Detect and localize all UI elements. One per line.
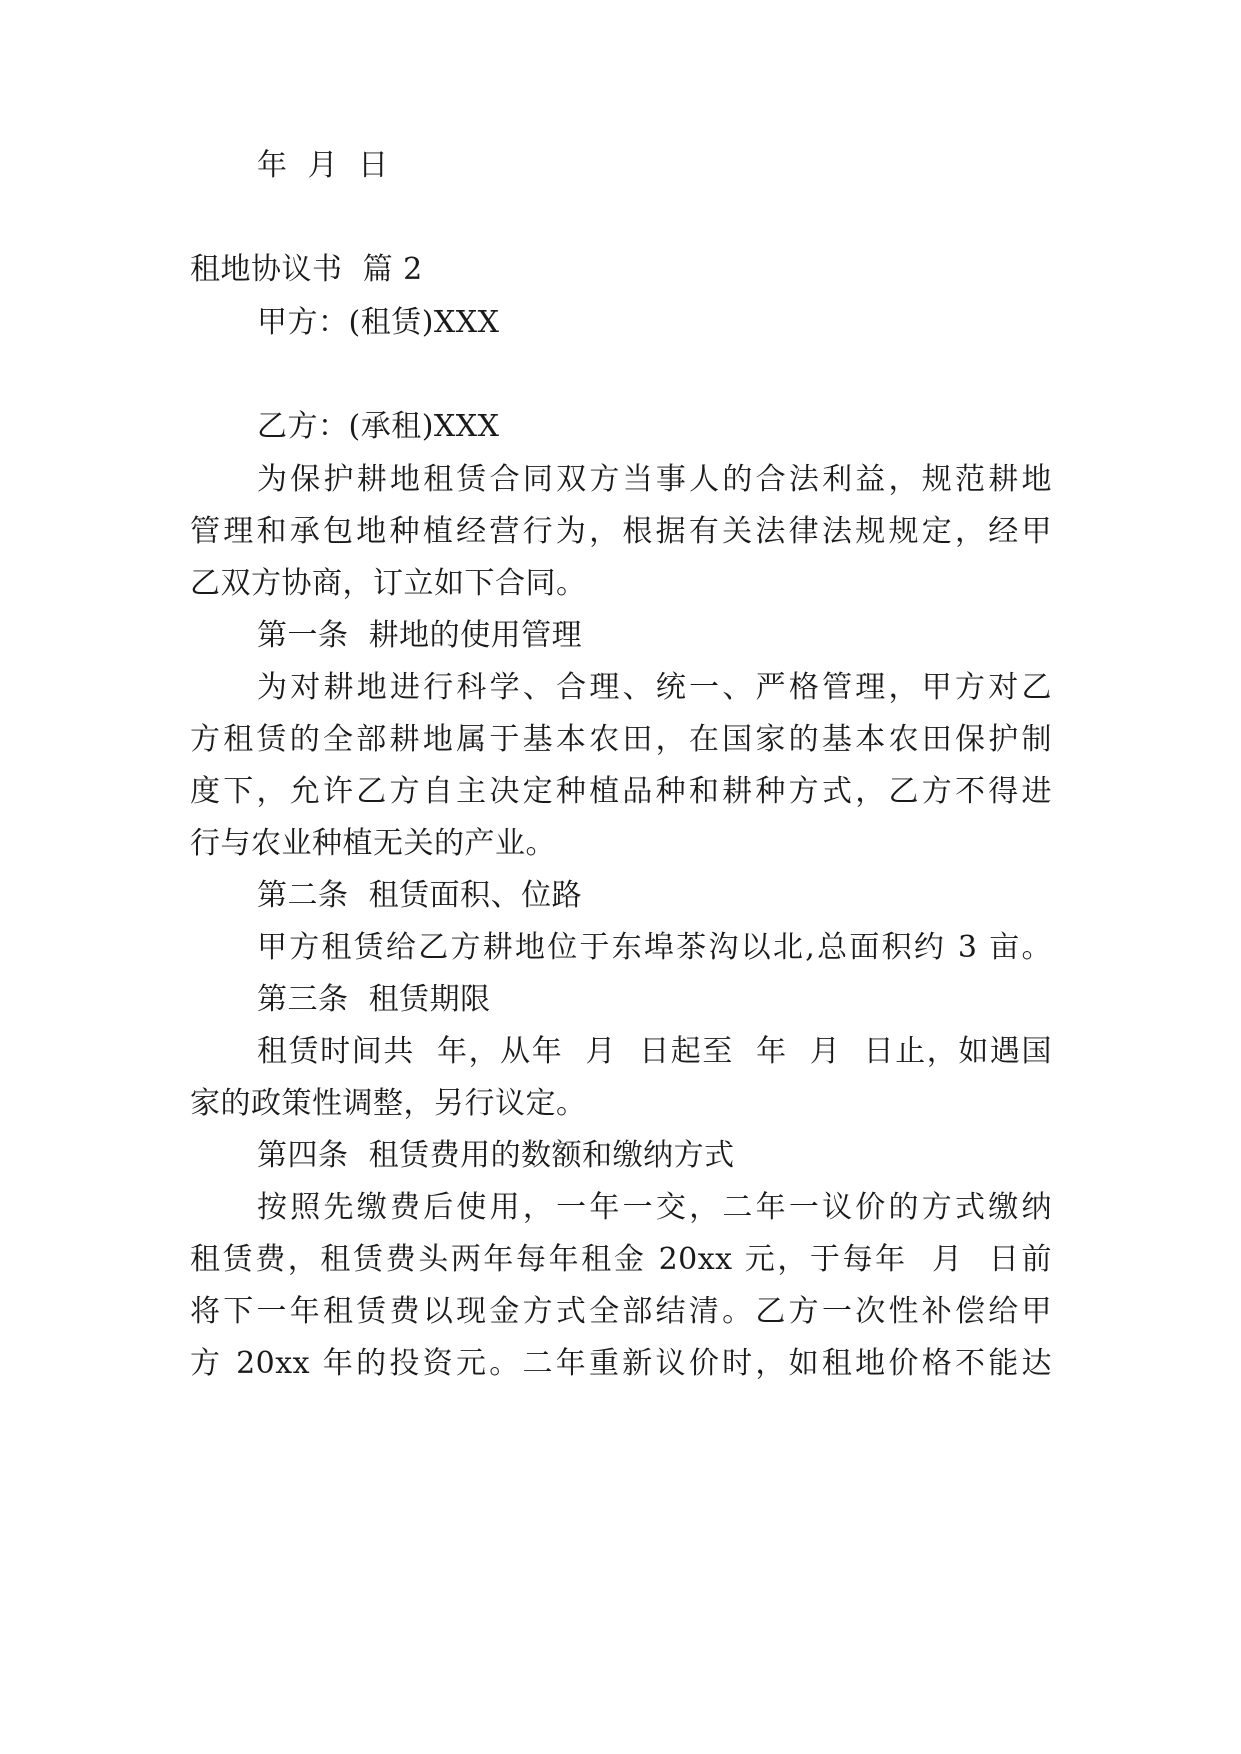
article-3-line-1: 租赁时间共 年，从年 月 日起至 年 月 日止，如遇国 [257, 1034, 1052, 1069]
article-3-line-2: 家的政策性调整，另行议定。 [190, 1086, 587, 1121]
intro-line-2: 管理和承包地种植经营行为，根据有关法律法规规定，经甲 [190, 514, 1052, 549]
article-3-title: 第三条 租赁期限 [257, 982, 491, 1017]
party-b: 乙方：(承租)XXX [257, 409, 500, 444]
article-4-line-4: 方 20xx 年的投资元。二年重新议价时，如租地价格不能达 [190, 1346, 1052, 1381]
intro-line-1: 为保护耕地租赁合同双方当事人的合法利益，规范耕地 [257, 462, 1052, 497]
article-4-line-3: 将下一年租赁费以现金方式全部结清。乙方一次性补偿给甲 [190, 1294, 1052, 1329]
article-1-line-4: 行与农业种植无关的产业。 [190, 826, 556, 861]
article-4-line-2: 租赁费，租赁费头两年每年租金 20xx 元，于每年 月 日前 [190, 1242, 1052, 1277]
intro-line-3: 乙双方协商，订立如下合同。 [190, 566, 587, 601]
article-4-line-1: 按照先缴费后使用，一年一交，二年一议价的方式缴纳 [257, 1190, 1052, 1225]
article-1-line-3: 度下，允许乙方自主决定种植品种和耕种方式，乙方不得进 [190, 774, 1052, 809]
date-line: 年 月 日 [257, 148, 389, 183]
article-4-title: 第四条 租赁费用的数额和缴纳方式 [257, 1138, 735, 1173]
article-1-line-1: 为对耕地进行科学、合理、统一、严格管理，甲方对乙 [257, 670, 1052, 705]
article-1-line-2: 方租赁的全部耕地属于基本农田，在国家的基本农田保护制 [190, 722, 1052, 757]
article-1-title: 第一条 耕地的使用管理 [257, 618, 583, 653]
party-a: 甲方：(租赁)XXX [257, 305, 500, 340]
article-2-line-1: 甲方租赁给乙方耕地位于东埠茶沟以北,总面积约 3 亩。 [257, 930, 1052, 965]
section-title: 租地协议书 篇 2 [190, 252, 423, 287]
article-2-title: 第二条 租赁面积、位路 [257, 878, 583, 913]
